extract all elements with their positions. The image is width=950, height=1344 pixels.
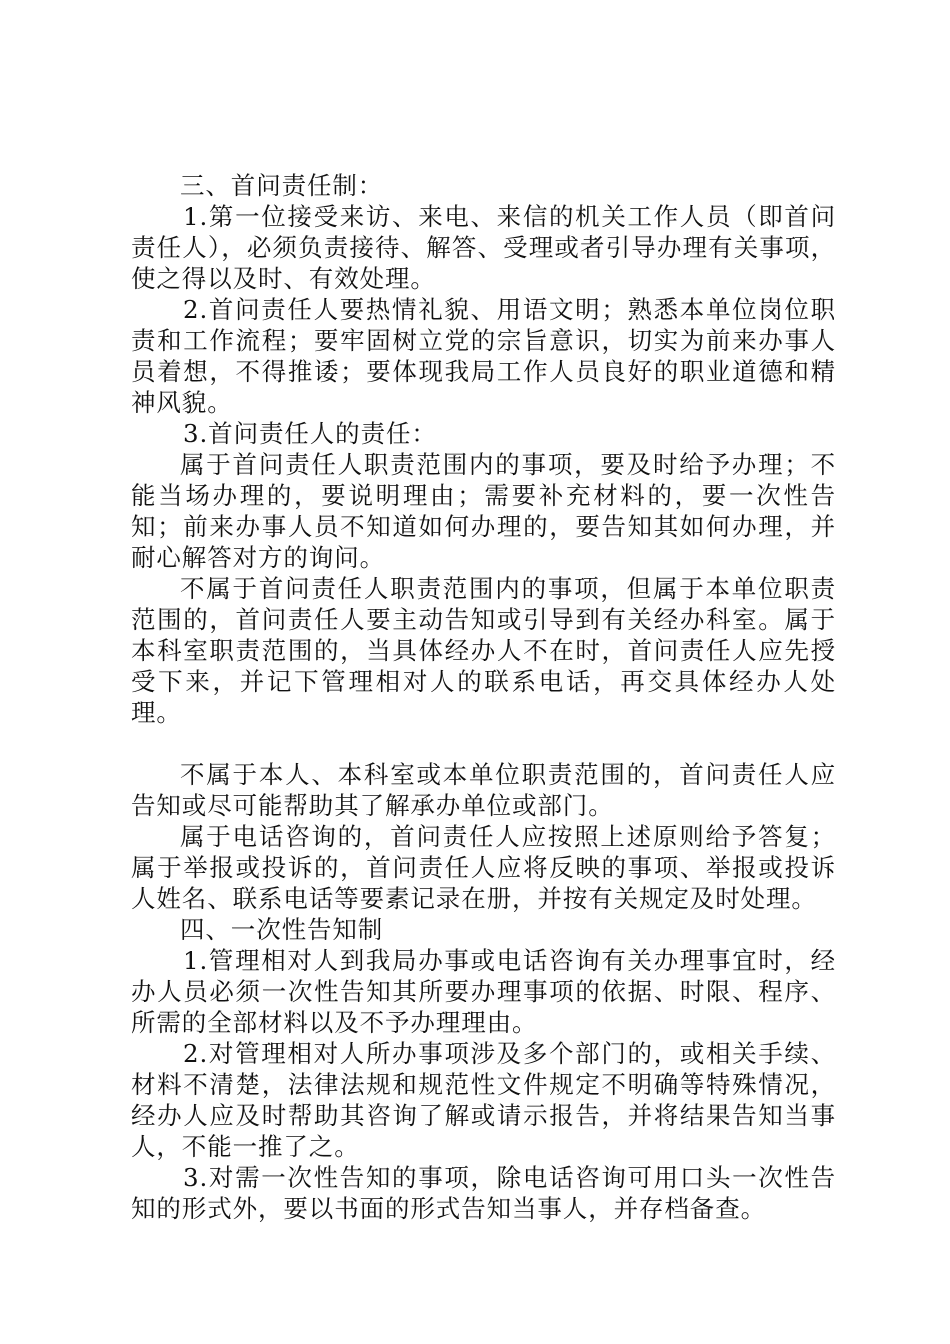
section-3-heading: 三、首问责任制：	[180, 171, 384, 200]
section-3-item-1: 1.第一位接受来访、来电、来信的机关工作人员（即首问责任人），必须负责接待、解答、受理或者引导办理有关事项，使之得以及时、有效处理。	[131, 202, 836, 293]
blank-line	[131, 728, 836, 759]
section-4-heading: 四、一次性告知制	[180, 915, 384, 944]
section-3-paragraph-3: 不属于本人、本科室或本单位职责范围的，首问责任人应告知或尽可能帮助其了解承办单位或部门。	[131, 760, 836, 820]
section-4-item-2: 2.对管理相对人所办事项涉及多个部门的，或相关手续、材料不清楚，法律法规和规范性文件规定不明确等特殊情况，经办人应及时帮助其咨询了解或请示报告，并将结果告知当事人，不能一推了之。	[131, 1039, 836, 1161]
section-3-paragraph-1: 属于首问责任人职责范围内的事项，要及时给予办理；不能当场办理的，要说明理由；需要补充材料的，要一次性告知；前来办事人员不知道如何办理的，要告知其如何办理，并耐心解答对方的询问。	[131, 450, 836, 572]
section-4-item-1: 1.管理相对人到我局办事或电话咨询有关办理事宜时，经办人员必须一次性告知其所要办理事项的依据、时限、程序、所需的全部材料以及不予办理理由。	[131, 946, 836, 1037]
section-4-item-3: 3.对需一次性告知的事项，除电话咨询可用口头一次性告知的形式外，要以书面的形式告知当事人，并存档备查。	[131, 1163, 836, 1223]
document-body	[131, 170, 836, 1224]
section-3-paragraph-2: 不属于首问责任人职责范围内的事项，但属于本单位职责范围的，首问责任人要主动告知或引导到有关经办科室。属于本科室职责范围的，当具体经办人不在时，首问责任人应先授受下来，并记下管理相对人的联系电话，再交具体经办人处理。	[131, 574, 836, 727]
section-3-paragraph-4: 属于电话咨询的，首问责任人应按照上述原则给予答复；属于举报或投诉的，首问责任人应将反映的事项、举报或投诉人姓名、联系电话等要素记录在册，并按有关规定及时处理。	[131, 822, 836, 913]
section-3-item-3: 3.首问责任人的责任：	[183, 419, 437, 448]
section-3-item-2: 2.首问责任人要热情礼貌、用语文明；熟悉本单位岗位职责和工作流程；要牢固树立党的宗旨意识，切实为前来办事人员着想，不得推诿；要体现我局工作人员良好的职业道德和精神风貌。	[131, 295, 836, 417]
